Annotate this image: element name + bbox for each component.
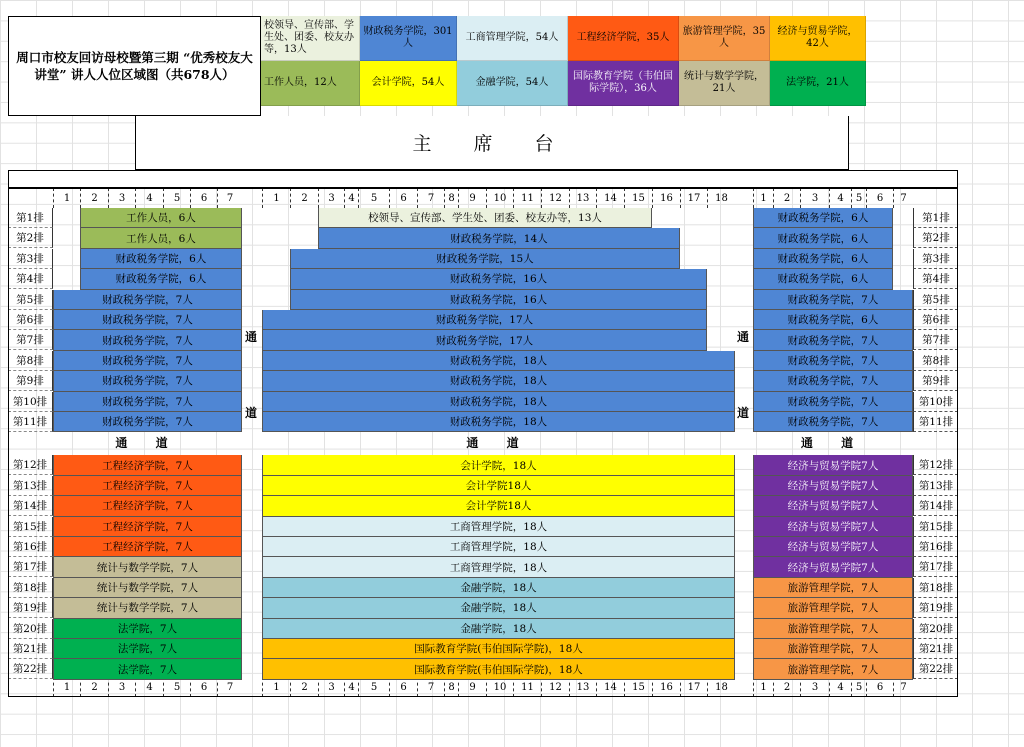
right-seat-block: 旅游管理学院，7人 (753, 659, 913, 679)
center-seat-number: 18 (707, 677, 735, 697)
left-seat-block: 统计与数学学院，7人 (53, 578, 242, 598)
row-label-right: 第22排 (913, 659, 958, 679)
center-seat-block: 财政税务学院，18人 (262, 412, 735, 432)
legend-item: 国际教育学院（韦伯国际学院），36人 (568, 61, 679, 106)
left-seat-number: 4 (135, 677, 163, 697)
center-seat-number: 6 (389, 188, 417, 208)
center-seat-block: 金融学院，18人 (262, 578, 735, 598)
row-label-right: 第19排 (913, 598, 958, 618)
right-seat-number: 1 (753, 677, 773, 697)
aisle-marker: 通 (737, 330, 750, 344)
center-seat-block: 金融学院，18人 (262, 598, 735, 618)
row-label-left: 第13排 (8, 476, 53, 496)
center-seat-number: 17 (680, 677, 707, 697)
center-seat-block: 财政税务学院，17人 (262, 330, 707, 350)
row-label-left: 第16排 (8, 537, 53, 557)
aisle-marker: 道 (245, 406, 258, 420)
right-seat-block: 财政税务学院，7人 (753, 290, 913, 310)
center-seat-number: 16 (652, 188, 680, 208)
right-seat-number: 2 (773, 188, 800, 208)
left-seat-number: 1 (53, 677, 80, 697)
row-label-right: 第8排 (913, 351, 958, 371)
row-label-left: 第14排 (8, 496, 53, 516)
row-label-right: 第21排 (913, 639, 958, 659)
row-label-right: 第2排 (913, 228, 958, 248)
center-seat-block: 校领导、宣传部、学生处、团委、校友办等，13人 (318, 208, 652, 228)
center-seat-number: 13 (569, 677, 596, 697)
center-seat-number: 8 (444, 677, 458, 697)
center-seat-number: 9 (458, 188, 486, 208)
right-seat-number: 2 (773, 677, 800, 697)
row-label-right: 第5排 (913, 290, 958, 310)
right-seat-block: 财政税务学院，7人 (753, 351, 913, 371)
chart-title (8, 16, 261, 116)
left-seat-block: 财政税务学院，7人 (53, 412, 242, 432)
left-seat-block: 财政税务学院，7人 (53, 392, 242, 412)
center-seat-number: 10 (486, 188, 513, 208)
right-seat-number: 6 (866, 677, 893, 697)
right-seat-block: 财政税务学院，6人 (753, 269, 893, 289)
legend-item: 会计学院，54人 (360, 61, 457, 106)
center-seat-number: 1 (262, 188, 290, 208)
row-label-right: 第12排 (913, 455, 958, 475)
center-seat-number: 12 (541, 677, 569, 697)
center-seat-number: 13 (569, 188, 596, 208)
row-label-left: 第20排 (8, 619, 53, 639)
legend-item: 经济与贸易学院，42人 (770, 16, 866, 61)
left-seat-block: 财政税务学院，6人 (80, 249, 242, 269)
row-label-right: 第1排 (913, 208, 958, 228)
left-seat-block: 工程经济学院，7人 (53, 455, 242, 475)
row-label-left: 第8排 (8, 351, 53, 371)
row-label-left: 第10排 (8, 392, 53, 412)
center-seat-number: 4 (344, 677, 358, 697)
row-label-left: 第3排 (8, 249, 53, 269)
left-seat-block: 财政税务学院，7人 (53, 290, 242, 310)
right-seat-block: 经济与贸易学院7人 (753, 476, 913, 496)
legend-item: 工程经济学院，35人 (568, 16, 679, 61)
center-seat-number: 3 (318, 677, 344, 697)
row-label-right: 第4排 (913, 269, 958, 289)
header-band (8, 170, 958, 188)
center-seat-number: 4 (344, 188, 358, 208)
right-seat-number: 6 (866, 188, 893, 208)
legend-item: 工作人员，12人 (261, 61, 360, 106)
row-label-left: 第1排 (8, 208, 53, 228)
center-seat-number: 15 (624, 677, 652, 697)
right-seat-number: 3 (800, 677, 829, 697)
right-seat-block: 旅游管理学院，7人 (753, 598, 913, 618)
row-label-left: 第5排 (8, 290, 53, 310)
center-seat-number: 2 (290, 188, 318, 208)
row-label-left: 第9排 (8, 371, 53, 391)
left-seat-number: 7 (217, 188, 242, 208)
center-seat-number: 10 (486, 677, 513, 697)
center-seat-number: 11 (513, 677, 541, 697)
left-seat-block: 工作人员，6人 (80, 228, 242, 248)
row-label-right: 第14排 (913, 496, 958, 516)
left-seat-number: 6 (190, 677, 217, 697)
center-seat-block: 财政税务学院，18人 (262, 392, 735, 412)
right-seat-number: 7 (893, 677, 913, 697)
stage (135, 116, 849, 170)
row-label-right: 第17排 (913, 557, 958, 577)
right-seat-block: 旅游管理学院，7人 (753, 639, 913, 659)
center-seat-number: 16 (652, 677, 680, 697)
row-label-left: 第11排 (8, 412, 53, 432)
right-seat-number: 7 (893, 188, 913, 208)
center-seat-number: 8 (444, 188, 458, 208)
row-label-right: 第11排 (913, 412, 958, 432)
right-seat-number: 4 (829, 677, 851, 697)
right-seat-block: 财政税务学院，7人 (753, 412, 913, 432)
center-seat-block: 财政税务学院，18人 (262, 371, 735, 391)
row-label-right: 第7排 (913, 330, 958, 350)
left-seat-block: 工程经济学院，7人 (53, 537, 242, 557)
left-seat-number: 7 (217, 677, 242, 697)
legend-item: 工商管理学院，54人 (457, 16, 568, 61)
right-seat-block: 财政税务学院，7人 (753, 371, 913, 391)
right-seat-block: 经济与贸易学院7人 (753, 517, 913, 537)
center-seat-number: 9 (458, 677, 486, 697)
left-seat-block: 统计与数学学院，7人 (53, 598, 242, 618)
left-seat-block: 法学院，7人 (53, 639, 242, 659)
center-seat-block: 财政税务学院，16人 (290, 269, 707, 289)
row-label-left: 第17排 (8, 557, 53, 577)
left-seat-block: 法学院，7人 (53, 659, 242, 679)
right-seat-number: 4 (829, 188, 851, 208)
center-seat-block: 财政税务学院，17人 (262, 310, 707, 330)
left-seat-number: 2 (80, 677, 108, 697)
right-seat-block: 财政税务学院，6人 (753, 310, 913, 330)
center-seat-number: 6 (389, 677, 417, 697)
center-seat-number: 12 (541, 188, 569, 208)
legend-item: 旅游管理学院，35人 (679, 16, 770, 61)
row-label-left: 第18排 (8, 578, 53, 598)
center-seat-number: 1 (262, 677, 290, 697)
right-seat-block: 旅游管理学院，7人 (753, 578, 913, 598)
right-seat-number: 5 (851, 677, 866, 697)
row-label-left: 第19排 (8, 598, 53, 618)
stage-label: 主 席 台 (412, 133, 572, 155)
row-label-left: 第12排 (8, 455, 53, 475)
right-seat-number: 5 (851, 188, 866, 208)
horizontal-aisle-label: 通 道 (115, 436, 180, 450)
left-seat-number: 2 (80, 188, 108, 208)
right-seat-block: 财政税务学院，6人 (753, 249, 893, 269)
left-seat-number: 5 (163, 188, 190, 208)
center-seat-number: 2 (290, 677, 318, 697)
right-seat-block: 财政税务学院，7人 (753, 392, 913, 412)
row-label-left: 第2排 (8, 228, 53, 248)
left-seat-block: 财政税务学院，7人 (53, 371, 242, 391)
row-label-left: 第4排 (8, 269, 53, 289)
left-seat-block: 财政税务学院，7人 (53, 310, 242, 330)
row-label-left: 第22排 (8, 659, 53, 679)
chart-title-text: 周口市校友回访母校暨第三期 “优秀校友大讲堂” 讲人人位区域图（共678人） (16, 50, 253, 82)
left-seat-block: 法学院，7人 (53, 619, 242, 639)
left-seat-number: 3 (108, 677, 135, 697)
right-seat-block: 财政税务学院，7人 (753, 330, 913, 350)
center-seat-number: 7 (417, 677, 444, 697)
legend-item: 财政税务学院，301人 (360, 16, 457, 61)
row-label-right: 第18排 (913, 578, 958, 598)
left-seat-block: 工程经济学院，7人 (53, 476, 242, 496)
center-seat-block: 会计学院18人 (262, 476, 735, 496)
center-seat-number: 18 (707, 188, 735, 208)
left-seat-block: 统计与数学学院，7人 (53, 557, 242, 577)
center-seat-block: 国际教育学院(韦伯国际学院)，18人 (262, 659, 735, 679)
row-label-right: 第10排 (913, 392, 958, 412)
center-seat-number: 5 (358, 188, 389, 208)
left-seat-block: 财政税务学院，7人 (53, 330, 242, 350)
row-label-right: 第13排 (913, 476, 958, 496)
center-seat-number: 14 (596, 188, 624, 208)
center-seat-number: 17 (680, 188, 707, 208)
row-label-right: 第3排 (913, 249, 958, 269)
right-seat-block: 经济与贸易学院7人 (753, 537, 913, 557)
horizontal-aisle-label: 通 道 (466, 436, 531, 450)
row-label-right: 第15排 (913, 517, 958, 537)
right-seat-block: 经济与贸易学院7人 (753, 557, 913, 577)
horizontal-aisle-label: 通 道 (800, 436, 866, 450)
row-label-right: 第6排 (913, 310, 958, 330)
center-seat-block: 财政税务学院，15人 (290, 249, 680, 269)
right-seat-block: 财政税务学院，6人 (753, 228, 893, 248)
legend-item: 校领导、宣传部、学生处、团委、校友办等，13人 (261, 16, 360, 61)
aisle-marker: 通 (245, 330, 258, 344)
row-label-right: 第9排 (913, 371, 958, 391)
row-label-right: 第20排 (913, 619, 958, 639)
right-seat-block: 财政税务学院，6人 (753, 208, 893, 228)
left-seat-number: 4 (135, 188, 163, 208)
center-seat-block: 国际教育学院(韦伯国际学院)，18人 (262, 639, 735, 659)
legend-item: 统计与数学学院，21人 (679, 61, 770, 106)
center-seat-block: 工商管理学院，18人 (262, 537, 735, 557)
center-seat-number: 7 (417, 188, 444, 208)
center-seat-number: 3 (318, 188, 344, 208)
left-seat-number: 3 (108, 188, 135, 208)
center-seat-block: 工商管理学院，18人 (262, 557, 735, 577)
row-label-right: 第16排 (913, 537, 958, 557)
legend-item: 金融学院，54人 (457, 61, 568, 106)
center-seat-number: 11 (513, 188, 541, 208)
right-seat-block: 经济与贸易学院7人 (753, 455, 913, 475)
center-seat-number: 5 (358, 677, 389, 697)
center-seat-block: 会计学院，18人 (262, 455, 735, 475)
left-seat-block: 财政税务学院，6人 (80, 269, 242, 289)
left-seat-block: 工作人员，6人 (80, 208, 242, 228)
right-seat-number: 1 (753, 188, 773, 208)
center-seat-number: 15 (624, 188, 652, 208)
row-label-left: 第15排 (8, 517, 53, 537)
center-seat-block: 工商管理学院，18人 (262, 517, 735, 537)
center-seat-block: 财政税务学院，18人 (262, 351, 735, 371)
left-seat-number: 1 (53, 188, 80, 208)
legend-item: 法学院，21人 (770, 61, 866, 106)
left-seat-block: 财政税务学院，7人 (53, 351, 242, 371)
center-seat-block: 财政税务学院，14人 (318, 228, 680, 248)
right-seat-block: 旅游管理学院，7人 (753, 619, 913, 639)
row-label-left: 第7排 (8, 330, 53, 350)
center-seat-block: 财政税务学院，16人 (290, 290, 707, 310)
left-seat-number: 6 (190, 188, 217, 208)
row-label-left: 第6排 (8, 310, 53, 330)
right-seat-number: 3 (800, 188, 829, 208)
left-seat-block: 工程经济学院，7人 (53, 517, 242, 537)
center-seat-block: 会计学院18人 (262, 496, 735, 516)
right-seat-block: 经济与贸易学院7人 (753, 496, 913, 516)
row-label-left: 第21排 (8, 639, 53, 659)
center-seat-number: 14 (596, 677, 624, 697)
center-seat-block: 金融学院，18人 (262, 619, 735, 639)
left-seat-number: 5 (163, 677, 190, 697)
aisle-marker: 道 (737, 406, 750, 420)
left-seat-block: 工程经济学院，7人 (53, 496, 242, 516)
